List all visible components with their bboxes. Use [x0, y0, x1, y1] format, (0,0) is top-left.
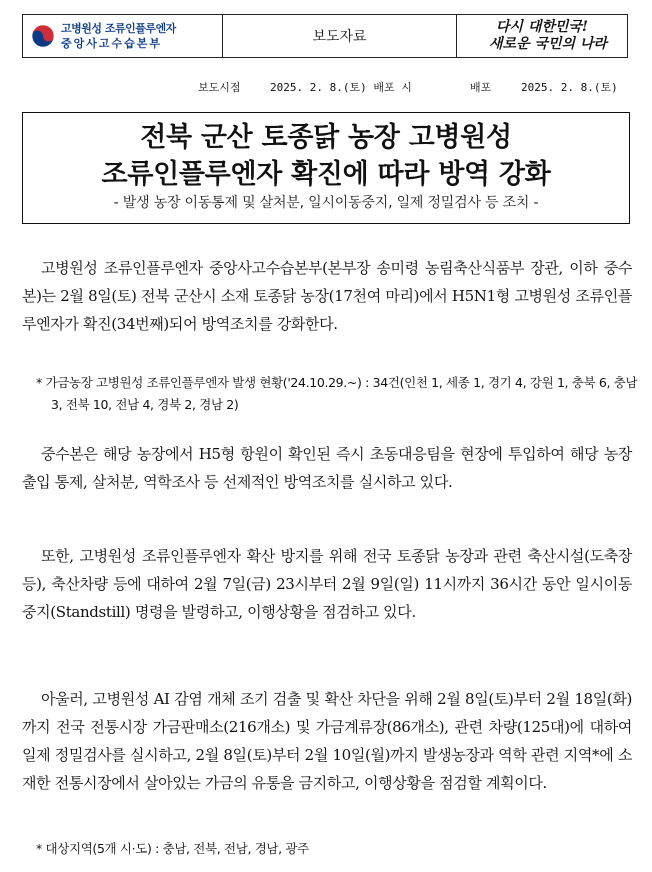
headline-box [22, 112, 630, 224]
body-paragraph-2: 중수본은 해당 농장에서 H5형 항원이 확인된 즉시 초동대응팀을 현장에 투입하여 해당 농장 출입 통제, 살처분, 역학조사 등 선제적인 방역조치를 실시하고 있다. [22, 445, 632, 491]
footnote-target-regions: * 대상지역(5개 시·도) : 충남, 전북, 전남, 경남, 광주 [36, 841, 309, 856]
org-name-line1: 고병원성 조류인플루엔자 [61, 22, 176, 35]
headline-line2: 조류인플루엔자 확진에 따라 방역 강화 [101, 159, 551, 190]
slogan-line1: 다시 대한민국! [495, 19, 589, 35]
body-paragraph-1: 고병원성 조류인플루엔자 중앙사고수습본부(본부장 송미령 농림축산식품부 장관, 이하 중수본)는 2월 8일(토) 전북 군산시 소재 토종닭 농장(17천여 마리)에서 H5N1형 고병원성 조류인플루엔자가 확진(34번째)되어 방역조치를 강화한다. [22, 259, 632, 333]
taegeuk-logo-icon [31, 24, 55, 48]
embargo-value: 2025. 2. 8.(토) 배포 시 [270, 81, 412, 94]
release-info [0, 79, 652, 93]
government-slogan [457, 15, 627, 57]
slogan-line2: 새로운 국민의 나라 [489, 36, 607, 52]
embargo-label: 보도시점 [198, 81, 241, 94]
distribution-value: 2025. 2. 8.(토) [521, 81, 618, 94]
body-paragraph-3: 또한, 고병원성 조류인플루엔자 확산 방지를 위해 전국 토종닭 농장과 관련 축산시설(도축장 등), 축산차량 등에 대하여 2월 7일(금) 23시부터 2월 9일(일) 11시까지 36시간 동안 일시이동중지(Standstill) 명령을 발령하고, 이행상황을 점검하고 있다. [22, 547, 632, 621]
press-header [22, 14, 628, 58]
headline-subtitle: - 발생 농장 이동통제 및 살처분, 일시이동중지, 일제 정밀검사 등 조치 - [113, 195, 539, 211]
doc-type-label: 보도자료 [223, 15, 457, 57]
body-paragraph-4: 아울러, 고병원성 AI 감염 개체 조기 검출 및 확산 차단을 위해 2월 8일(토)부터 2월 18일(화)까지 전국 전통시장 가금판매소(216개소) 및 가금계류장(86개소), 관련 차량(125대)에 대하여 일제 정밀검사를 실시하고, 2월 8일(토)부터 2월 10일(월)까지 발생농장과 역학 관련 지역*에 소재한 전통시장에서 살아있는 가금의 유통을 금지하고, 이행상황을 점검할 계획이다. [22, 690, 632, 792]
distribution-label: 배포 [470, 81, 492, 94]
org-logo [23, 15, 223, 57]
headline-line1: 전북 군산 토종닭 농장 고병원성 [140, 122, 512, 153]
footnote-outbreak-status: * 가금농장 고병원성 조류인플루엔자 발생 현황('24.10.29.~) : 34건(인천 1, 세종 1, 경기 4, 강원 1, 충북 6, 충남 3, 전북 10, 전남 4, 경북 2, 경남 2) [36, 375, 638, 412]
org-name-line2: 중앙사고수습본부 [61, 37, 163, 50]
